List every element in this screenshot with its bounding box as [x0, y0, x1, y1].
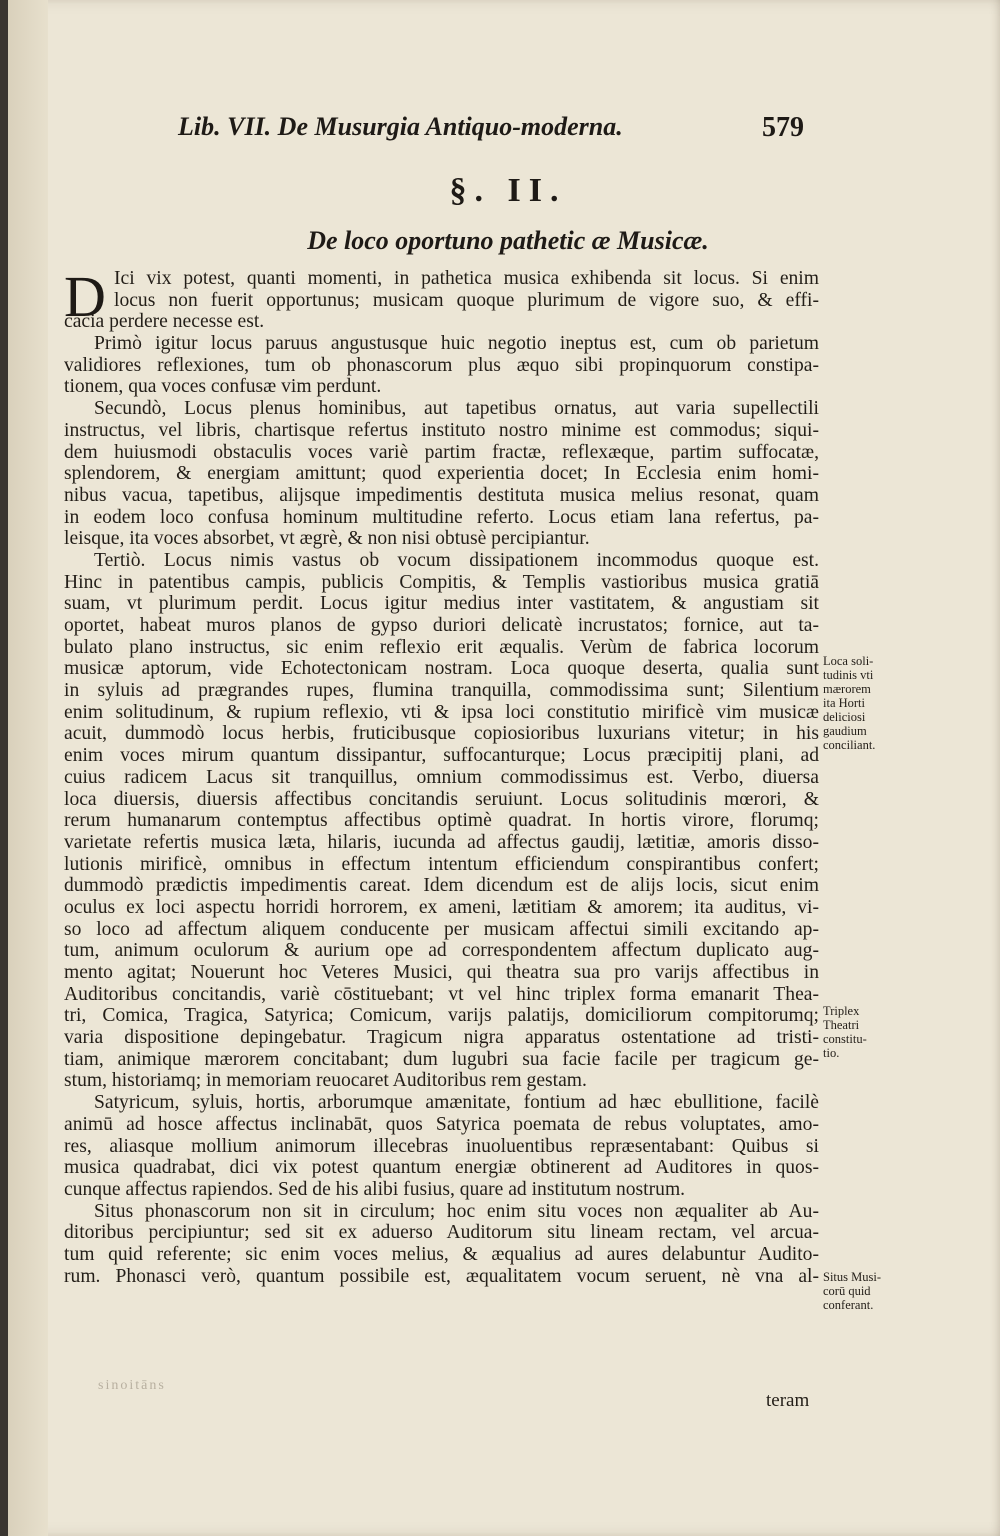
margin-note-line: conciliant. [823, 738, 876, 752]
text-line: Primò igitur locus paruus angustusque huic negotio ineptus est, cum ob parietum [94, 333, 819, 355]
margin-note-line: tio. [823, 1046, 840, 1060]
text-line: ditoribus percipiuntur; sed sit ex aduerso Auditorum situ lineam rectam, vel arcua- [64, 1222, 819, 1244]
text-line: oculus ex loci aspectu horridi horrorem, ex ameni, lætitiam & amorem; ita auditus, vi- [64, 896, 819, 918]
text-line: stum, historiamq; in memoriam reuocaret Auditoribus rem gestam. [64, 1070, 587, 1092]
running-title: Lib. VII. De Musurgia Antiquo-moderna. [178, 112, 623, 141]
text-line: in syluis ad prægrandes rupes, flumina tranquilla, commodissima sunt; Silentium [64, 680, 819, 702]
text-line: acuit, dummodò locus herbis, fruticibusque copiosioribus luxurians vitetur; in his [64, 723, 819, 745]
margin-note-loca [823, 654, 903, 752]
text-line: rum. Phonasci verò, quantum possibile est, æqualitatem vocum seruent, nè vna al- [64, 1265, 819, 1287]
text-line: res, aliasque mollium animorum illecebras inuoluentibus repræsentabant: Quibus si [64, 1135, 819, 1157]
text-line: musicæ aptorum, vide Echotectonicam nostram. Loca quoque deserta, qualia sunt [64, 658, 819, 680]
text-line: Hinc in patentibus campis, publicis Compitis, & Templis vastioribus musica gratiā [64, 571, 819, 593]
text-line: Ici vix potest, quanti momenti, in pathetica musica exhibenda sit locus. Si enim [114, 268, 819, 289]
catchword: teram [766, 1390, 810, 1411]
text-line: validiores reflexiones, tum ob phonascorum plus æquo sibi propinquorum constipa- [64, 354, 819, 376]
text-line: varia dispositione depingebatur. Tragicum nigra apparatus ostentatione ad tristi- [64, 1027, 819, 1049]
text-line: enim solitudinum, & rupium reflexio, vti & ipsa loci constitutio mirificè vim musicæ [64, 701, 819, 723]
text-line: dummodò prædictis impedimentis careat. Idem dicendum est de alijs locis, sicut enim [64, 875, 819, 897]
margin-note-line: Situs Musi- [823, 1270, 882, 1284]
margin-note-line: constitu- [823, 1032, 867, 1046]
text-line: tri, Comica, Tragica, Satyrica; Comicum, varijs palatijs, domiciliorum compitorumq; [64, 1005, 819, 1027]
text-line: loca diuersis, diuersis affectibus concitandis seruiunt. Locus solitudinis mœrori, & [64, 788, 819, 810]
text-line: Satyricum, syluis, hortis, arborumque amænitate, fontium ad hæc ebullitione, facilè [94, 1092, 819, 1114]
margin-note-situs [823, 1270, 903, 1312]
margin-note-line: Loca soli- [823, 654, 874, 668]
text-line: in eodem loco confusa hominum multitudine referto. Locus etiam lana refertus, pa- [64, 506, 819, 528]
text-line: tum quid referente; sic enim voces melius, & æqualius ad aures delabuntur Audito- [64, 1243, 819, 1265]
text-line: Situs phonascorum non sit in circulum; hoc enim situ voces non æqualiter ab Au- [94, 1200, 819, 1222]
text-line: rerum humanarum contemptus affectibus optimè quadrat. In hortis virore, florumq; [64, 810, 819, 832]
margin-note-line: Theatri [823, 1018, 860, 1032]
margin-note-line: conferant. [823, 1298, 874, 1312]
text-line: instructus, vel libris, chartisque refertus instituto nostro minime est commodus; siqui- [64, 419, 819, 441]
text-line: dem huiusmodi obstaculis voces variè partim fractæ, reflexæque, partim suffocatæ, [64, 441, 819, 463]
text-line: Secundò, Locus plenus hominibus, aut tapetibus ornatus, aut varia supellectili [94, 398, 819, 420]
text-line: animū ad hosce affectus inclinabāt, quos Satyrica poemata de rebus voluptates, amo- [64, 1113, 819, 1135]
text-line: nibus vacua, tapetibus, alijsque impedimentis destituta musica melius resonat, quam [64, 484, 819, 506]
text-line: leisque, ita voces absorbet, vt ægrè, & non nisi obtusè percipiantur. [64, 528, 590, 550]
section-title: De loco oportuno pathetic æ Musicæ. [307, 226, 709, 255]
text-line: oportet, habeat muros planos de gypso duriori delicatè incrustatos; fornice, aut ta- [64, 615, 819, 636]
text-line: so loco ad affectum aliquem conducente per musicam affectui simili excitando ap- [64, 918, 819, 940]
text-line: tum, animum oculorum & aurium ope ad correspondentem affectum duplicato aug- [64, 940, 819, 962]
text-line: Tertiò. Locus nimis vastus ob vocum dissipationem incommodus quoque est. [94, 549, 819, 571]
page-number: 579 [762, 112, 804, 143]
running-head [178, 112, 808, 152]
text-line: suam, vt plurimum perdit. Locus igitur medius inter vastitatem, & angustiam sit [64, 593, 819, 615]
text-line: locus non fuerit opportunus; musicam quoque plurimum de vigore suo, & effi- [114, 289, 819, 311]
text-line: cunque affectus rapiendos. Sed de his alibi fusius, quare ad institutum nostrum. [64, 1178, 686, 1200]
section-number: §. II. [449, 172, 567, 209]
margin-note-line: corū quid [823, 1284, 871, 1298]
body-text [64, 264, 819, 1287]
text-line: cuius radicem Lacus sit tranquillus, omnium commodissimus est. Verbo, diuersa [64, 766, 819, 788]
margin-note-line: mærorem [823, 682, 871, 696]
text-line: cacia perdere necesse est. [64, 311, 265, 333]
margin-note-theatri [823, 1004, 903, 1060]
margin-note-line: ita Horti [823, 696, 866, 710]
bleed-through-text: sinoitāns [98, 1378, 166, 1393]
text-line: splendorem, & energiam amittunt; quod experientia docet; In Ecclesia enim homi- [64, 463, 819, 485]
text-line: bulato plano instructus, sic enim reflexio erit æqualis. Verùm de fabrica locorum [64, 636, 819, 658]
text-line: lutionis mirificè, omnibus in effectum intentum efficiendum conspirantibus confert; [64, 853, 819, 875]
text-line: musica quadrabat, dici vix potest quantum energiæ obtinerent ad Auditores in quos- [64, 1157, 819, 1179]
margin-note-line: gaudium [823, 724, 867, 738]
drop-cap: D [64, 264, 106, 329]
text-line: mento agitat; Nouerunt hoc Veteres Musici, qui theatra sua pro varijs affectibus in [64, 962, 819, 983]
book-page [8, 0, 1000, 1536]
text-line: enim voces mirum quantum dissipantur, suffocanturque; Locus præcipitij plani, ad [64, 745, 819, 767]
text-line: tionem, qua voces confusæ vim perdunt. [64, 376, 382, 398]
margin-note-line: Triplex [823, 1004, 860, 1018]
text-line: Auditoribus concitandis, variè cōstituebant; vt vel hinc triplex forma emanarit Thea- [64, 983, 819, 1005]
text-line: tiam, animique mærorem concitabant; dum lugubri sua facie facile per tragicum ge- [64, 1048, 819, 1070]
text-line: varietate refertis musica læta, hilaris, iucunda ad affectus gaudij, lætitiæ, amoris disso- [64, 831, 819, 853]
margin-note-line: tudinis vti [823, 668, 874, 682]
margin-note-line: deliciosi [823, 710, 866, 724]
